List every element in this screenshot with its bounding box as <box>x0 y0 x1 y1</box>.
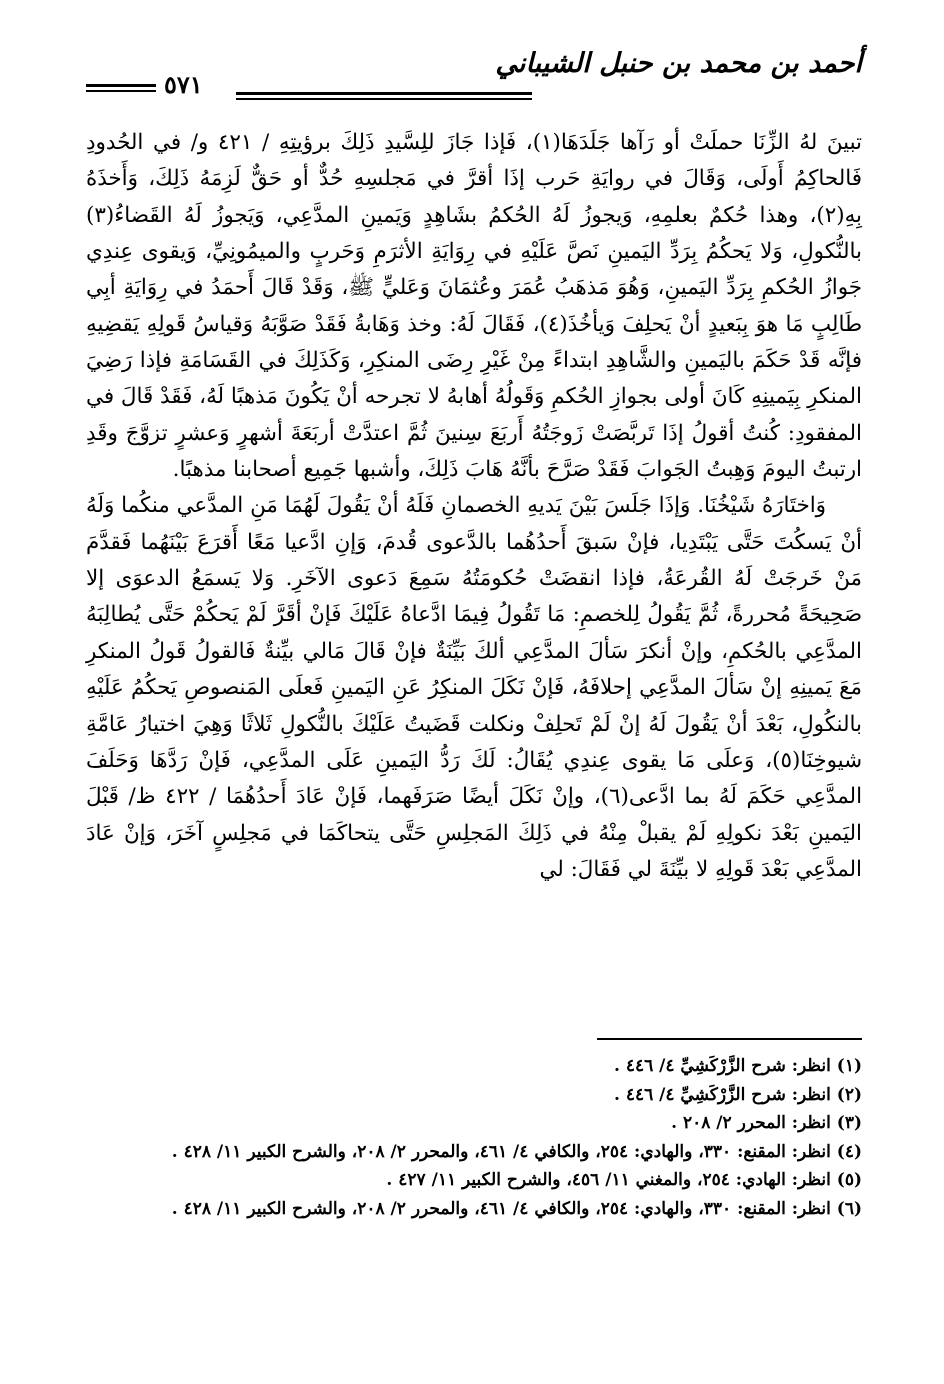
footnote <box>82 1081 862 1110</box>
footnotes <box>82 1052 862 1224</box>
footnote <box>82 1195 862 1224</box>
header-rule <box>236 92 532 95</box>
main-text <box>86 125 862 888</box>
footnote <box>82 1166 862 1195</box>
page-number: ٥٧١ <box>164 70 203 99</box>
footnote-number: (٤) <box>836 1141 862 1162</box>
footnote-text: انظر: المحرر ٢/ ٢٠٨ . <box>671 1113 831 1134</box>
footnote-number: (١) <box>836 1056 862 1076</box>
footnote-text: انظر: الهادي: ٢٥٤، والمغني ١١/ ٤٥٦، والشرح الكبير ١١/ ٤٢٧ . <box>386 1170 831 1191</box>
footnote <box>82 1052 862 1081</box>
paragraph: تبينَ لهُ الزِّنَا حملَتْ أو رَآها جَلَدَهَا(١)، فَإذا جَازَ للِسَّيدِ ذَلِكَ برؤيتِهِ / ٤٢١ و/ في الحُدودِ فَالحاكِمُ أَولَى، وَقَالَ في روايَةِ حَرب إذَا أقرَّ في مَجلسِهِ حُدٌّ أو حَقٌّ لَزِمَهُ ذَلِكَ، وَأَخذَهُ بِهِ(٢)، وهذا حُكمٌ بعلمِهِ، وَيجوزُ لَهُ الحُكمُ بشَاهِدٍ وَيَمينِ المدَّعِي، وَيَجوزُ لَهُ القَضاءُ(٣) بالنُّكولِ، وَلا يَحكُمُ بِرَدِّ اليَمينِ نَصَّ عَلَيْهِ في رِوَايَةِ الأثرَمِ وَحَربٍ والميمُونِيِّ، وَيقوى عِندِي جَوازُ الحُكمِ بِرَدِّ اليَمينِ، وَهُوَ مَذهَبُ عُمَرَ وعُثمَانَ وَعَليٍّ ﷺ، وَقَدْ قَالَ أَحمَدُ في رِوَايَةِ أبِي طَالِبٍ مَا هوَ بِبَعيدٍ أنْ يَحلِفَ وَيأخُذَ(٤)، فَقَالَ لَهُ: وخذ وَهَابةُ فَقَدْ صَوَّبَهُ وَقياسُ قَولِهِ يَقضِيهِ فإنَّه قَدْ حَكَمَ باليَمينِ والشَّاهِدِ ابتداءً مِنْ غَيْرِ رِضَى المنكِرِ، وَكَذَلِكَ في القَسَامَةِ فإذا رَضِيَ المنكرِ بِيَمينِهِ كَانَ أولى بجوازِ الحُكمِ وَقَولُهُ أهابهُ لا تجرحه أنْ يَكُونَ مَذهبًا لَهُ، فَقَدْ قَالَ في المفقودِ: كُنتُ أقولُ إذَا تَربَّصَتْ زَوجَتُهُ أَربَعَ سِنينَ ثُمَّ اعتدَّتْ أربَعَةَ أشهرٍ وَعشرٍ تزوَّجَ وقَدِ ارتبتُ اليومَ وَهِبتُ الجَوابَ فَقَدْ صَرَّحَ بأنَّهُ هَابَ ذَلِكَ، وأشبها جَمِيع أصحابنا مذهبًا. <box>86 130 863 483</box>
header-rule-left <box>86 84 156 87</box>
footnote-text: انظر: شرح الزَّرْكَشِيِّ ٤/ ٤٤٦ . <box>613 1084 831 1105</box>
footnote-number: (٦) <box>836 1198 862 1219</box>
footnote <box>82 1138 862 1167</box>
footnote-text: انظر: شرح الزَّرْكَشِيِّ ٤/ ٤٤٦ . <box>613 1056 831 1076</box>
footnote-number: (٣) <box>836 1113 862 1134</box>
paragraph: وَاختَارَهُ شَيْخُنَا. وَإذَا جَلَسَ بَيْنَ يَديهِ الخصمانِ فَلَهُ أنْ يَقُولَ لَهُمَا مَنِ المدَّعي منكُما وَلَهُ أنْ يَسكُتَ حَتَّى يَبْتَدِيا، فإنْ سَبقَ أَحدُهُما بالدَّعوى قُدمَ، وَإنِ ادَّعيا مَعًا أَقرَعَ بَيْنَهُما فَقدَّمَ مَنْ خَرجَتْ لَهُ القُرعَةُ، فإذا انقضَتْ حُكومَتُهُ سَمِعَ دَعوى الآخَرِ. وَلا يَسمَعُ الدعوَى إلا صَحِيحَةً مُحررةً، ثُمَّ يَقُولُ لِلخصمِ: مَا تَقُولُ فِيمَا ادَّعاهُ عَلَيْكَ فَإنْ أقَرَّ لَمْ يَحكُمْ حَتَّى يُطالِبَهُ المدَّعِي بالحُكمِ، وإنْ أنكرَ سَألَ المدَّعِي ألكَ بَيِّنَةٌ فإنْ قَالَ مَالي بيِّنةٌ فَالقولُ قَولُ المنكرِ مَعَ يَمينِهِ إنْ سَألَ المدَّعِي إحلافَهُ، فَإنْ نَكَلَ المنكِرُ عَنِ اليَمينِ فَعلَى المَنصوصِ يَحكُمُ عَلَيْهِ بالنكُولِ، بَعْدَ أنْ يَقُولَ لَهُ إنْ لَمْ تَحلِفْ ونكلت قَضَيتُ عَلَيْكَ بالنُّكولِ ثَلاثًا وَهِيَ اختيارُ عَامَّةِ شيوخِنَا(٥)، وَعلَى مَا يقوى عِندِي يُقَالُ: لَكَ رَدُّ اليَمينِ عَلَى المدَّعِي، فَإنْ رَدَّهَا وَحَلَفَ المدَّعِي حَكَمَ لَهُ بما ادَّعى(٦)، وإنْ نَكَلَ أيضًا صَرَفَهما، فَإنْ عَادَ أَحدُهُمَا / ٤٢٢ ظ/ قَبْلَ اليَمينِ بَعْدَ نكولِهِ لَمْ يقبلْ مِنْهُ في ذَلِكَ المَجلِسِ حَتَّى يتحاكَمَا في مَجلِسٍ آخَرَ، وَإنْ عَادَ المدَّعِي بَعْدَ قَولِهِ لا بيِّنَةَ لي فَقَالَ: لي <box>86 493 863 882</box>
header-rule-left-double <box>86 90 156 92</box>
header-rule-double <box>236 98 532 100</box>
footnote-number: (٢) <box>836 1084 862 1105</box>
running-title: أحمد بن محمد بن حنبل الشيباني <box>495 48 862 79</box>
footnote-text: انظر: المقنع: ٣٣٠، والهادي: ٢٥٤، والكافي ٤/ ٤٦١، والمحرر ٢/ ٢٠٨، والشرح الكبير ١١/ ٤٢٨ . <box>171 1198 831 1219</box>
footnote <box>82 1109 862 1138</box>
footnote-text: انظر: المقنع: ٣٣٠، والهادي: ٢٥٤، والكافي ٤/ ٤٦١، والمحرر ٢/ ٢٠٨، والشرح الكبير ١١/ ٤٢٨ . <box>171 1141 831 1162</box>
page-header <box>86 40 862 100</box>
footnote-number: (٥) <box>836 1170 862 1191</box>
footnote-separator <box>597 1038 862 1040</box>
